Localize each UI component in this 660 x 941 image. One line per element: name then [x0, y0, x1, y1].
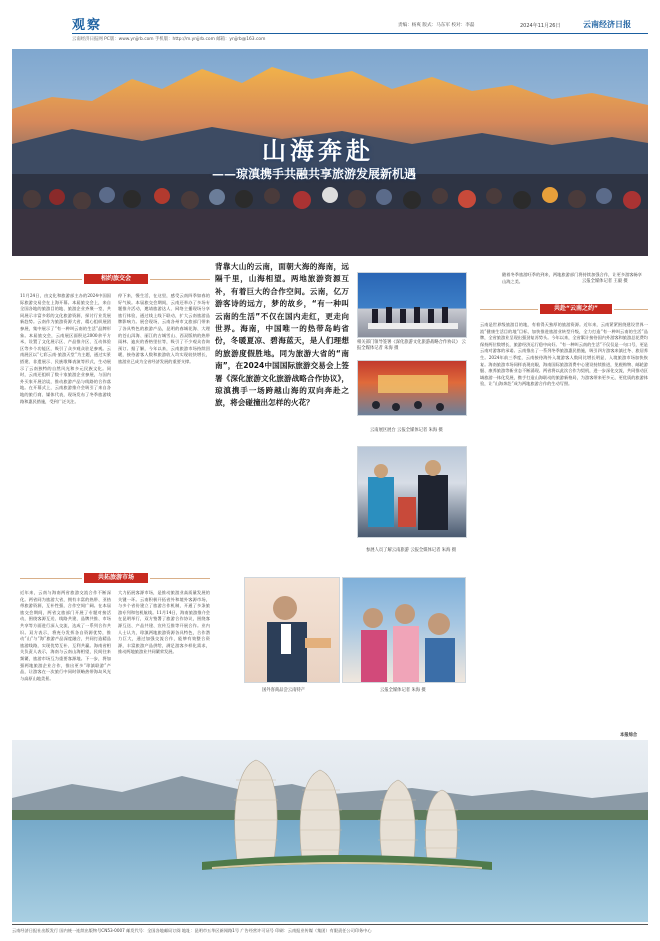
- footer-info: 云南经济日报社出版发行 国内统一连续出版物号CN53-0007 邮发代号：全国各地邮局订阅 地址：昆明市五华区新闻路1号 广告经营许可证号 印刷：云南报业传媒（集团）有限责任公司印务中心: [12, 928, 372, 933]
- caption-merchant: 国外客商品尝云南特产: [262, 688, 305, 693]
- photo-tasting: [342, 577, 466, 683]
- section-rule: [20, 578, 82, 579]
- section-rule: [480, 309, 538, 310]
- caption-visitors: 参展人员了解云南旅游 云报全媒体记者 朱海 摄: [366, 548, 457, 553]
- byline: 本报综合: [620, 733, 638, 738]
- coastline-illustration: [12, 740, 648, 922]
- article-col1-bottom: 近年来，云南与海南两省旅游交流合作不断深化。两省同为旅游大省，拥有丰富的热带、亚热带旅游资源，互补性强，合作空间广阔。在本届旅交会期间，两省文旅部门开展了专题对接活动，围绕客源互送、线路共建、品牌共推、市场共享等方面进行深入交流，达成了一系列合作共识。双方表示，将充分发挥各自资源优势，推动“山”与“海”旅游产品深度融合，共同打造精品旅游线路，实现优势互补、互利共赢。海南省相关负责人表示，海南与云南山海相望，民间往来频繁，旅游市场互为重要客源地。下一步，将加强两地旅游企业合作，推出更多“琼滇联游”产品，让游客在一次旅行中同时领略热带海岛风光与高原山地美景。: [20, 590, 111, 681]
- article-col2-top: 停下来，慢生活，在这里，感受云南四季如春的好气候。本届旅交会期间，云南还举办了多场专题推介活动，邀请旅游达人、网络主播现场分享旅行体验，通过线上线下联动，扩大云南旅游品牌影响力。展会现场，云南各州市文旅部门带来了各具特色的旅游产品，昆明的春城花海、大理的苍山洱海、丽江的古城雪山、西双版纳的热带雨林、迪庆的香格里拉等，吸引了不少观众咨询预订。据了解，今年以来，云南旅游市场持续回暖，接待游客人数和旅游收入均实现较快增长，旅游业已成为全省经济发展的重要支撑。: [118, 293, 210, 364]
- article-col5-main: 云南是世界级旅游目的地，有着得天独厚的旅游资源。近年来，云南紧紧围绕建设世界一流“健康生活目的地”目标，加快推进旅游业转型升级，全力打造“有一种叫云南的生活”品牌，全省旅游业呈现出强劲复苏势头。今年以来，全省累计接待国内外游客和旅游总花费均保持两位数增长，旅游经济运行稳中向好。“有一种叫云南的生活”不仅仅是一句口号，更是云南对游客的承诺。云南推出了一系列冬季旅游惠民措施，吸引四方游客来滇过冬、旅居养生。2024年前三季度，云南接待海外入境游客人数同比增长明显，入境旅游市场加快恢复。海南旅游市场同样表现亮眼，海南国际旅游消费中心建设持续推进，免税购物、邮轮游艇、康养旅游等新业态不断涌现。两省将以此次合作为契机，进一步深化交流，共同推动区域旅游一体化发展，携手打造山海联动的旅游新格局，为游客带来更多元、更优质的旅游体验，让“山海奔赴”成为两地旅游合作的生动写照。: [480, 322, 648, 387]
- section-rule: [150, 578, 210, 579]
- footer-rule: [12, 924, 648, 925]
- section-tag-yunnan-date: 共赴“云南之约”: [540, 304, 612, 314]
- merchant-illustration: [245, 578, 340, 683]
- signing-people-illustration: [358, 273, 467, 338]
- photo-foreign-merchant: [244, 577, 340, 683]
- header-section-title: 观察: [72, 18, 103, 33]
- header-site-line: 云南经济日报网 PC版：www.ynjjrb.com 手机版：http://m.ynjjrb.com 邮箱：ynjjrb@163.com: [72, 37, 266, 42]
- hero-photo: [12, 49, 648, 256]
- tasting-illustration: [343, 578, 466, 683]
- lead-quote: 背靠大山的云南，面朝大海的海南，远隔千里，山海相望。两地旅游资源互补，有着巨大的合作空间。云南，亿万游客诗的远方，梦的故乡，“有一种叫云南的生活”不仅在国内走红，更走向世界。海南，中国唯一的热带岛屿省份，冬暖夏凉、碧海蓝天，是人们理想的旅游度假胜地。同为旅游大省的“南南”，在2024中国国际旅游交易会上签署《深化旅游文化旅游战略合作协议》，琼滇携手一场跨越山海的双向奔赴之旅，将会碰撞出怎样的火花？: [215, 262, 349, 408]
- section-rule: [20, 279, 82, 280]
- caption-col5-credit: 云报全媒体记者 王毅 摄: [582, 279, 628, 284]
- hero-title: 山海奔赴: [262, 136, 374, 165]
- header-paper-name: 云南经济日报: [583, 20, 631, 29]
- photo-coastline-towers: [12, 740, 648, 922]
- hero-subtitle: ——琼滇携手共融共享旅游发展新机遇: [212, 167, 417, 181]
- section-rule: [150, 279, 210, 280]
- header-date: 2024年11月26日: [520, 23, 561, 29]
- caption-tasting: 云报全媒体记者 朱海 摄: [380, 688, 426, 693]
- section-rule: [614, 309, 648, 310]
- photo-signing-ceremony: [357, 272, 467, 338]
- header-bar: [0, 0, 660, 45]
- section-tag-meet: 相约旅交会: [84, 274, 148, 284]
- booth-illustration: [358, 361, 467, 416]
- caption-booth: 云南展区展台 云报全媒体记者 朱海 摄: [370, 428, 443, 433]
- article-col1-top: 11月24日，由文化和旅游部主办的2024中国国际旅游交易会在上海开幕。本届旅交会上，来自全国各地的旅游目的地、旅游企业齐聚一堂，共同展示丰富多彩的文化旅游资源，探讨行业发展新趋势。云南作为旅游资源大省，精心组织展团参展，集中展示了“有一种叫云南的生活”品牌形象。本届旅交会，云南展区面积达2000余平方米，设置了文化展示区、产品推介区、互动体验区等多个功能区，吸引了众多观众驻足参观。云南展区以“七彩云南·旅游天堂”为主题，通过实景搭建、非遗展示、民族歌舞表演等形式，生动展示了云南独特的自然风光和多元民族文化。同时，云南还组织了数十家旅游企业参展，与国内外买家开展洽谈，推动旅游产品与线路的合作落地。在开幕式上，云南旅游推介会吸引了来自各地的旅行商、媒体代表，现场发布了冬季旅游线路和惠民措施，受到广泛关注。: [20, 293, 111, 404]
- header-editors: 责编：杨爽 版式：马东军 校对：李磊: [398, 23, 475, 28]
- section-tag-market: 共拓旅游市场: [84, 573, 148, 583]
- header-divider: [72, 33, 648, 34]
- photo-visitors: [357, 446, 467, 538]
- caption-signing: 相关部门领导签署《深化旅游文化旅游战略合作协议》 云报全媒体记者 朱海 摄: [357, 340, 466, 351]
- visitors-illustration: [358, 447, 467, 538]
- article-col5-top: 随着冬季旅游旺季的到来，两地旅游部门将持续加强合作，让更多游客畅享山海之美。: [502, 272, 642, 284]
- article-col2-bottom: 大力拓展客源市场，是推动旅游业高质量发展的关键一环。云南积极开拓省外和境外客源市场，与多个省份建立了旅游合作机制，开通了多条旅游专列和包机航线。11月14日，海南旅游推介会在昆明举行，双方签署了旅游合作协议，围绕客源互送、产品共建、宣传互推等开展合作。业内人士认为，琼滇两地旅游资源各具特色，合作潜力巨大，通过加强交流合作，能够有效整合资源，丰富旅游产品供给，满足游客多样化需求，推动两地旅游业共同繁荣发展。: [118, 590, 210, 655]
- photo-yunnan-booth: [357, 360, 467, 416]
